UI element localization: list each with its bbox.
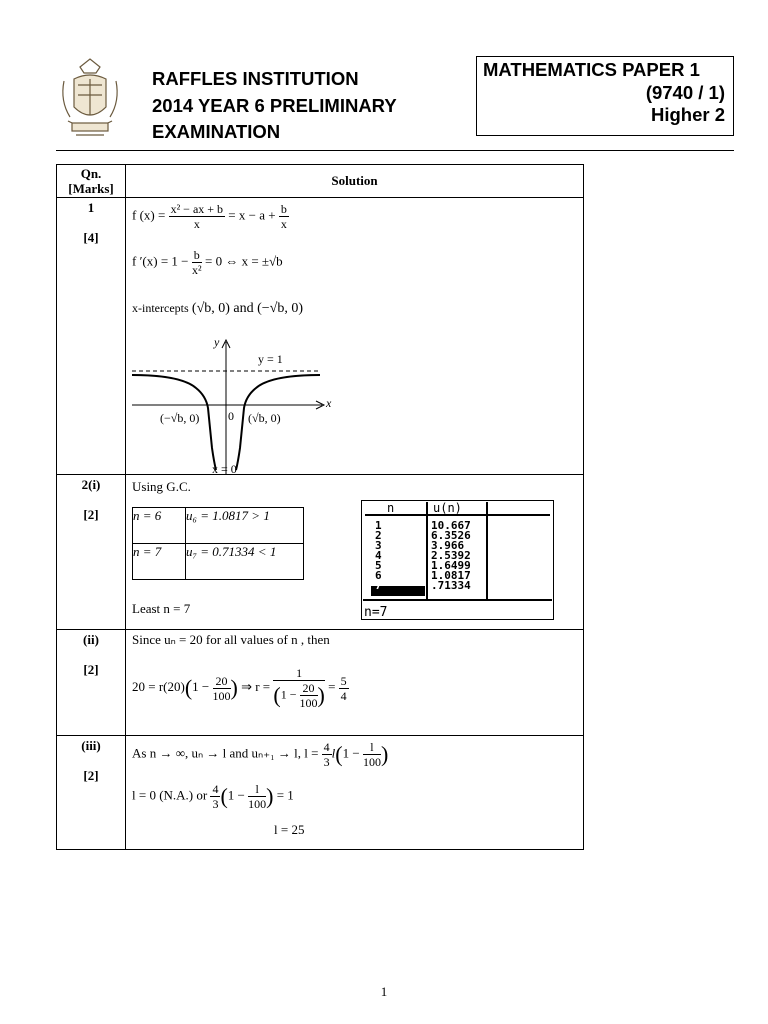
gc-n6: n = 6 <box>133 508 186 544</box>
q2iii-line3: l = 25 <box>274 822 305 837</box>
calculator-screen <box>361 500 554 620</box>
q1-fprime-line <box>132 248 283 277</box>
q2ii-label-cell <box>57 630 126 736</box>
q2ii-line1: Since uₙ = 20 for all values of n , then <box>132 632 330 647</box>
paren-open-4: ( <box>220 783 228 809</box>
question-header <box>57 165 126 198</box>
fpx-lhs: f ′(x) = 1 − <box>132 253 189 269</box>
q2ii-eq-sign: = <box>328 678 336 694</box>
fx-den: x <box>193 217 200 231</box>
q2i-intro: Using G.C. <box>132 479 191 494</box>
q2ii-d2a: 20 <box>300 681 318 696</box>
marks-col-label: [Marks] <box>68 181 114 196</box>
q2ii-n1: 20 <box>213 674 231 689</box>
paren-close-2: ) <box>317 682 325 708</box>
paper-title: MATHEMATICS PAPER 1 <box>483 59 700 80</box>
q2ii-frac2 <box>273 666 324 710</box>
paren-close-3: ) <box>380 741 389 767</box>
q2ii-frac3 <box>300 681 318 710</box>
q2iii-l2-text: l = 0 (N.A.) or <box>132 787 208 803</box>
solution-table <box>56 164 584 850</box>
q2iii-line2 <box>132 782 294 811</box>
paren-close-4: ) <box>266 783 274 809</box>
calc-col-n: n <box>387 501 395 515</box>
q2ii-marks: [2] <box>83 662 99 677</box>
q2ii-solution <box>126 630 584 736</box>
calc-u-value: 6.3526 <box>431 529 471 542</box>
calc-u-value: 10.667 <box>431 519 471 532</box>
page-number: 1 <box>380 984 388 999</box>
q2iii-n4: l <box>248 782 266 797</box>
q2ii-d3: 4 <box>340 688 347 703</box>
q2iii-row <box>57 736 584 850</box>
fpx-frac <box>192 248 202 277</box>
paren-open: ( <box>184 675 193 700</box>
paren-open-2: ( <box>273 682 281 708</box>
q2iii-mid1: l <box>331 745 336 761</box>
q2i-solution <box>126 475 584 630</box>
q2ii-n2: 1 <box>273 666 324 681</box>
q2i-label-cell <box>57 475 126 630</box>
calc-u-value: .71334 <box>431 579 471 592</box>
q2iii-d3: 3 <box>212 797 219 811</box>
graph-right-point: (√b, 0) <box>248 411 281 425</box>
calc-u-value: 1.6499 <box>431 559 471 572</box>
q2iii-line1 <box>132 740 388 769</box>
graph-vertical-asymptote: x = 0 <box>212 462 237 475</box>
q2ii-number: (ii) <box>83 632 99 647</box>
fx-mid: = x − a + <box>228 207 276 223</box>
solution-header: Solution <box>126 165 584 198</box>
calc-status: n=7 <box>364 605 388 620</box>
calc-u-value: 2.5392 <box>431 549 471 562</box>
graph-y-label: y <box>214 335 220 349</box>
q2iii-frac4 <box>248 782 266 811</box>
q1-fx-line <box>132 202 289 231</box>
fpx-den: x² <box>191 263 202 277</box>
calc-u-value: 1.0817 <box>431 569 471 582</box>
paper-code: (9740 / 1) <box>645 81 725 103</box>
q2iii-n2: l <box>363 740 381 755</box>
question-col-label: Qn. <box>80 166 102 181</box>
q2i-number: 2(i) <box>81 477 101 492</box>
q2ii-eq-lhs: 20 = r(20) <box>132 678 185 694</box>
q2iii-n1: 4 <box>323 740 330 754</box>
exam-line: 2014 YEAR 6 PRELIMINARY <box>152 94 397 116</box>
gc-row-6 <box>133 508 304 544</box>
calc-n-value: 3 <box>375 539 382 552</box>
q2ii-d1: 100 <box>212 688 231 703</box>
q1-solution <box>126 198 584 475</box>
exam-line-2: EXAMINATION <box>152 121 281 142</box>
q1-label-cell <box>57 198 126 475</box>
q2iii-frac2 <box>363 740 381 769</box>
header-title <box>152 66 397 146</box>
q1-marks: [4] <box>83 230 99 245</box>
fx-num: x² − ax + b <box>170 202 224 216</box>
fx-lhs: f (x) = <box>132 207 166 223</box>
fx-num2: b <box>280 202 287 216</box>
q2i-row <box>57 475 584 630</box>
q2iii-number: (iii) <box>81 738 101 753</box>
fpx-num: b <box>193 248 200 262</box>
q2ii-equation <box>132 666 349 710</box>
calc-n-value: 6 <box>375 569 382 582</box>
q2ii-implies: ⇒ r = <box>241 678 271 694</box>
q2iii-solution <box>126 736 584 850</box>
q2iii-rhs2: = 1 <box>276 787 294 803</box>
gc-u7: u₇ = 0.71334 < 1 <box>186 544 304 580</box>
paper-level: Higher 2 <box>650 104 725 125</box>
fx-den2: x <box>280 217 287 231</box>
q2ii-d2: (1 − $\frac{20}{100}$ ) <box>273 681 325 710</box>
q2iii-d2: 100 <box>362 755 381 769</box>
calc-n-value: 4 <box>375 549 382 562</box>
q2iii-frac1 <box>322 740 332 769</box>
q2ii-frac1 <box>213 674 231 703</box>
q2iii-one1: 1 − <box>342 745 360 761</box>
q2iii-d4: 100 <box>248 797 267 811</box>
q2ii-eq-one: 1 − <box>192 678 210 694</box>
q2i-conclusion: Least n = 7 <box>132 601 191 616</box>
q2iii-n3: 4 <box>212 782 219 796</box>
calc-n-value: 7 <box>375 579 382 592</box>
intercepts-label: x-intercepts <box>132 301 189 315</box>
q2iii-one2: 1 − <box>227 787 245 803</box>
q2iii-frac3 <box>210 782 220 811</box>
gc-n7: n = 7 <box>133 544 186 580</box>
crest-logo <box>58 57 122 141</box>
header-divider <box>56 150 734 151</box>
q2ii-d2b: 100 <box>299 696 318 710</box>
q1-intercepts-line <box>132 300 303 317</box>
paper-info-box <box>476 56 734 136</box>
graph-x-label: x <box>326 396 332 410</box>
calc-col-u: u(n) <box>433 501 462 515</box>
calc-n-value: 5 <box>375 559 382 572</box>
paren-close: ) <box>230 675 238 700</box>
gc-values-table <box>132 507 304 580</box>
table-header-row <box>57 165 584 198</box>
fx-frac2 <box>279 202 289 231</box>
institution-name: RAFFLES INSTITUTION <box>152 68 359 89</box>
q2iii-d1: 3 <box>323 755 330 769</box>
gc-u6: u₆ = 1.0817 > 1 <box>186 508 304 544</box>
gc-row-7 <box>133 544 304 580</box>
graph-left-point: (−√b, 0) <box>160 411 200 425</box>
calc-n-value: 2 <box>375 529 382 542</box>
q1-graph <box>126 330 346 475</box>
paren-open-3: ( <box>335 741 343 767</box>
q2iii-l1-text: As n → ∞, uₙ → l and uₙ₊₁ → l, l = <box>132 745 319 761</box>
graph-asymptote-label: y = 1 <box>258 352 283 366</box>
calc-n-value: 1 <box>375 519 382 532</box>
intercepts-value: (√b, 0) and (−√b, 0) <box>191 301 304 316</box>
q2iii-marks: [2] <box>83 768 99 783</box>
graph-origin-label: 0 <box>228 409 234 423</box>
fpx-rhs: = 0 ⇔ x = ±√b <box>205 253 283 269</box>
q1-row <box>57 198 584 475</box>
q1-number: 1 <box>87 200 95 215</box>
q2ii-frac4 <box>339 674 349 703</box>
q2i-marks: [2] <box>83 507 99 522</box>
q2ii-row <box>57 630 584 736</box>
calc-u-value: 3.966 <box>431 539 465 552</box>
q2iii-label-cell <box>57 736 126 850</box>
fx-frac <box>169 202 225 231</box>
q2ii-n3: 5 <box>340 673 347 688</box>
